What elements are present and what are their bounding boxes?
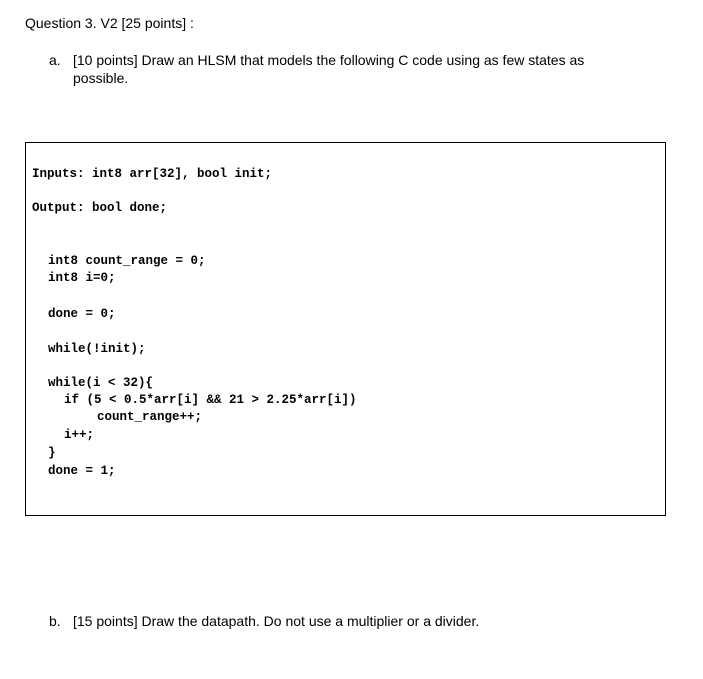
part-b-text: [15 points] Draw the datapath. Do not use a multiplier or a divider. bbox=[73, 613, 480, 629]
code-line-while-init: while(!init); bbox=[48, 342, 146, 356]
code-line-count-inc: count_range++; bbox=[97, 410, 203, 424]
code-line-done-zero: done = 0; bbox=[48, 307, 116, 321]
code-inputs-line: Inputs: int8 arr[32], bool init; bbox=[32, 167, 273, 181]
part-a-letter: a. bbox=[49, 52, 61, 68]
part-b bbox=[49, 612, 649, 632]
question-heading: Question 3. V2 [25 points] : bbox=[25, 15, 194, 31]
part-a-text: [10 points] Draw an HLSM that models the following C code using as few states as possible. bbox=[73, 52, 585, 86]
code-box bbox=[25, 142, 666, 516]
code-output-line: Output: bool done; bbox=[32, 201, 168, 215]
code-line-i: int8 i=0; bbox=[48, 271, 116, 285]
code-line-i-inc: i++; bbox=[64, 428, 95, 442]
code-line-count-range: int8 count_range = 0; bbox=[48, 254, 206, 268]
code-line-done-one: done = 1; bbox=[48, 464, 116, 478]
code-line-close-brace: } bbox=[48, 446, 56, 460]
part-a bbox=[49, 51, 649, 91]
code-line-if: if (5 < 0.5*arr[i] && 21 > 2.25*arr[i]) bbox=[64, 393, 357, 407]
part-b-letter: b. bbox=[49, 613, 61, 629]
code-line-while-loop: while(i < 32){ bbox=[48, 376, 154, 390]
